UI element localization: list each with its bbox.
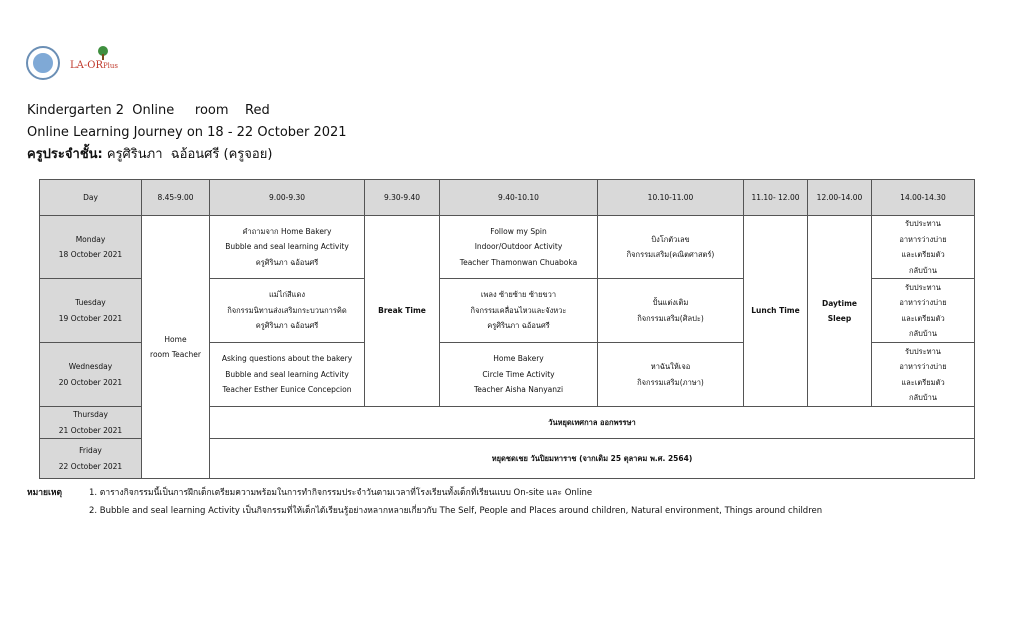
lunch-time-cell: Lunch Time <box>744 216 808 407</box>
activity-cell: Home Bakery Circle Time Activity Teacher Aisha Nanyanzi <box>440 343 598 407</box>
header-cell: 10.10-11.00 <box>598 180 744 216</box>
header-cell: 11.10- 12.00 <box>744 180 808 216</box>
class-title: Kindergarten 2 Online room Red <box>27 103 270 118</box>
activity-cell: Asking questions about the bakery Bubble and seal learning Activity Teacher Esther Eunice Concepcion <box>210 343 365 407</box>
header-cell: 9.40-10.10 <box>440 180 598 216</box>
day-cell: Wednesday 20 October 2021 <box>40 343 142 407</box>
teacher-label: ครูประจำชั้น: <box>27 147 103 162</box>
header-cell: 12.00-14.00 <box>808 180 872 216</box>
daytime-sleep-cell: Daytime Sleep <box>808 216 872 407</box>
header-cell: 9.00-9.30 <box>210 180 365 216</box>
afternoon-cell: รับประทาน อาหารว่างบ่าย และเตรียมตัว กลับบ้าน <box>872 343 975 407</box>
table-row <box>40 216 975 279</box>
header-cell: 14.00-14.30 <box>872 180 975 216</box>
day-cell: Tuesday 19 October 2021 <box>40 279 142 343</box>
activity-cell: หาฉันให้เจอ กิจกรรมเสริม(ภาษา) <box>598 343 744 407</box>
header-row <box>40 180 975 216</box>
activity-cell: ปั้นแต่งเติม กิจกรรมเสริม(ศิลปะ) <box>598 279 744 343</box>
activity-cell: บิงโกตัวเลข กิจกรรมเสริม(คณิตศาสตร์) <box>598 216 744 279</box>
teacher-line <box>27 144 347 166</box>
activity-cell: Follow my Spin Indoor/Outdoor Activity Teacher Thamonwan Chuaboka <box>440 216 598 279</box>
homeroom-cell: Home room Teacher <box>142 216 210 479</box>
day-cell: Friday 22 October 2021 <box>40 439 142 479</box>
note-line-1: 1. ตารางกิจกรรมนี้เป็นการฝึกเด็กเตรียมความพร้อมในการทำกิจกรรมประจำวันตามเวลาที่โรงเรียนทั้งเด็กที่เรียนแบบ On-site และ Online <box>89 488 593 498</box>
schedule-table <box>39 179 975 479</box>
brand-suffix: Plus <box>102 62 119 70</box>
logo-area <box>26 46 130 80</box>
header-cell: Day <box>40 180 142 216</box>
day-cell: Thursday 21 October 2021 <box>40 407 142 439</box>
activity-cell: คำถามจาก Home Bakery Bubble and seal learning Activity ครูศิรินภา ฉอ้อนศรี <box>210 216 365 279</box>
holiday-cell: หยุดชดเชย วันปิยมหาราช (จากเดิม 25 ตุลาคม พ.ศ. 2564) <box>210 439 975 479</box>
afternoon-cell: รับประทาน อาหารว่างบ่าย และเตรียมตัว กลับบ้าน <box>872 279 975 343</box>
header-cell: 8.45-9.00 <box>142 180 210 216</box>
activity-cell: แม่ไก่สีแดง กิจกรรมนิทานส่งเสริมกระบวนการคิด ครูศิรินภา ฉอ้อนศรี <box>210 279 365 343</box>
holiday-cell: วันหยุดเทศกาล ออกพรรษา <box>210 407 975 439</box>
journey-title: Online Learning Journey on 18 - 22 October 2021 <box>27 125 347 140</box>
header-cell: 9.30-9.40 <box>365 180 440 216</box>
teacher-name: ครูศิรินภา ฉอ้อนศรี (ครูจอย) <box>102 147 273 162</box>
page-titles <box>27 100 347 166</box>
note-line-2: 2. Bubble and seal learning Activity เป็นกิจกรรมที่ให้เด็กได้เรียนรู้อย่างหลากหลายเกี่ยวกับ The Self, People and Places around children, Natural environment, Things around children <box>89 506 823 516</box>
school-seal-icon <box>26 46 60 80</box>
la-or-plus-logo <box>70 46 130 80</box>
afternoon-cell: รับประทาน อาหารว่างบ่าย และเตรียมตัว กลับบ้าน <box>872 216 975 279</box>
notes-label: หมายเหตุ <box>27 488 62 498</box>
brand-text: LA-OR <box>70 60 103 71</box>
day-cell: Monday 18 October 2021 <box>40 216 142 279</box>
activity-cell: เพลง ซ้ายซ้าย ซ้ายขวา กิจกรรมเคลื่อนไหวและจังหวะ ครูศิรินภา ฉอ้อนศรี <box>440 279 598 343</box>
break-time-cell: Break Time <box>365 216 440 407</box>
tree-icon <box>96 46 110 60</box>
